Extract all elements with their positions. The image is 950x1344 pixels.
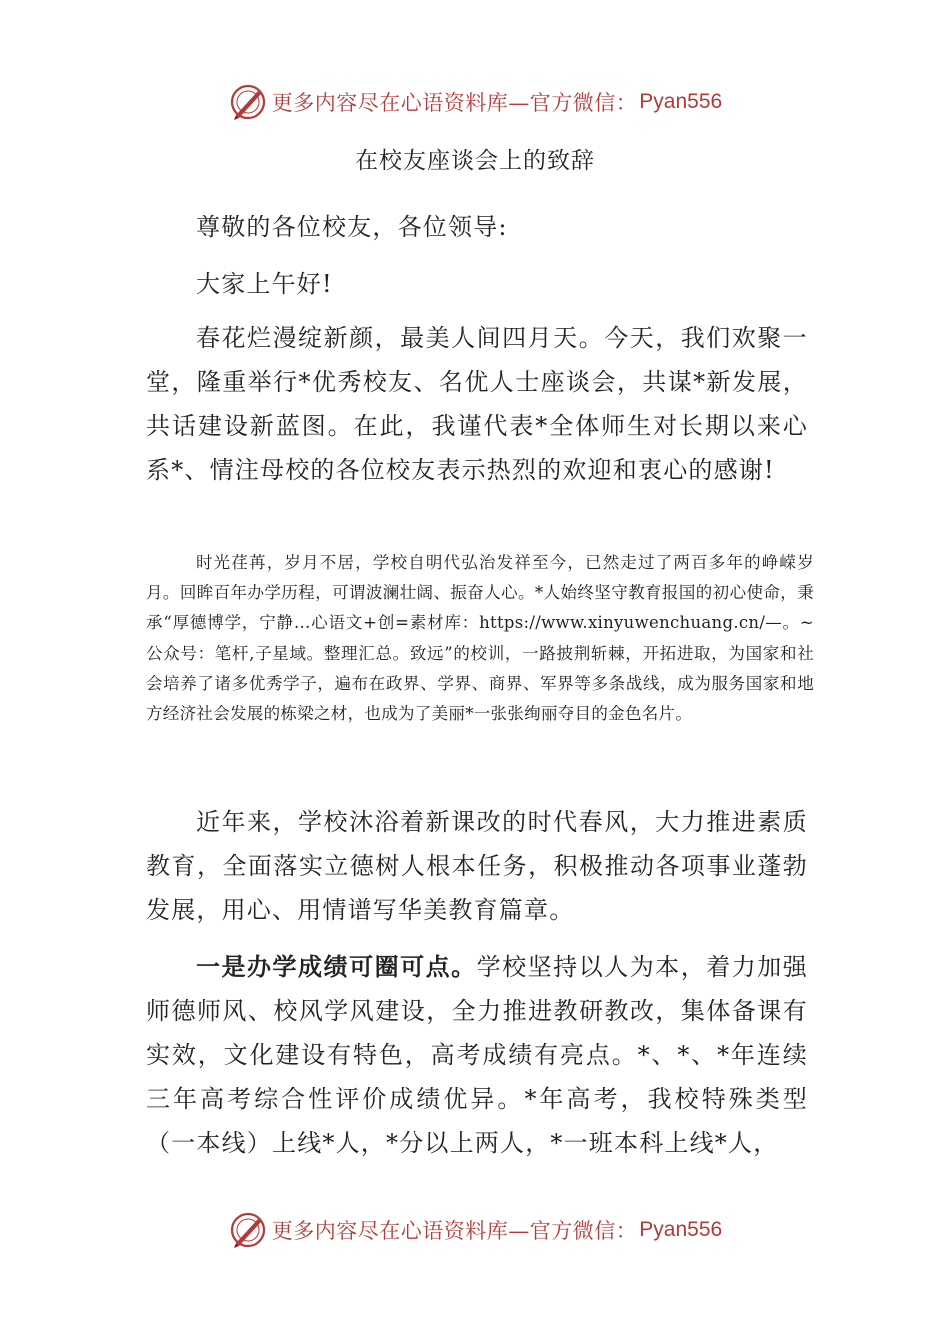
banner-text: 更多内容尽在心语资料库—官方微信： [271,1219,638,1243]
banner-text: 更多内容尽在心语资料库—官方微信： [271,91,638,115]
greeting: 大家上午好! [196,270,333,298]
paragraph-history: 时光荏苒，岁月不居，学校自明代弘治发祥至今，已然走过了两百多年的峥嵘岁月。回眸百年办学历程，可谓波澜壮阔、振奋人心。*人始终坚守教育报国的初心使命，秉承“厚德博学，宁静…心语文+创=素材库：https://www.xinyuwenchuang.cn/—。~公众号：笔杆,子星域。整理汇总。致远”的校训，一路披荆斩棘，开拓进取，为国家和社会培养了诸多优秀学子，遍布在政界、学界、商界、军界等多条战线，成为服务国家和地方经济社会发展的栋梁之材，也成为了美丽*一张张绚丽夺目的金色名片。 [146,553,814,724]
banner-wechat-id: Pyan556 [639,90,723,113]
paragraph-recent-years: 近年来，学校沐浴着新课改的时代春风，大力推进素质教育，全面落实立德树人根本任务，积极推动各项事业蓬勃发展，用心、用情谱写华美教育篇章。 [146,808,808,924]
pen-circle-logo-icon [228,1210,268,1250]
header-banner [0,80,950,124]
paragraph-lead-heading: 一是办学成绩可圈可点。 [196,952,477,981]
pen-circle-logo-icon [228,82,268,122]
document-title: 在校友座谈会上的致辞 [355,148,595,174]
paragraph-body: 学校坚持以人为本，着力加强师德师风、校风学风建设，全力推进教研教改，集体备课有实效，文化建设有特色，高考成绩有亮点。*、*、*年连续三年高考综合性评价成绩优异。*年高考，我校特殊类型（一本线）上线*人，*分以上两人，*一班本科上线*人， [146,953,808,1157]
footer-banner [0,1208,950,1252]
banner-wechat-id: Pyan556 [639,1218,723,1241]
paragraph-opening: 春花烂漫绽新颜，最美人间四月天。今天，我们欢聚一堂，隆重举行*优秀校友、名优人士座谈会，共谋*新发展，共话建设新蓝图。在此，我谨代表*全体师生对长期以来心系*、情注母校的各位校友表示热烈的欢迎和衷心的感谢! [146,324,808,484]
salutation: 尊敬的各位校友，各位领导: [196,213,508,241]
paragraph-achievements [146,945,808,1165]
